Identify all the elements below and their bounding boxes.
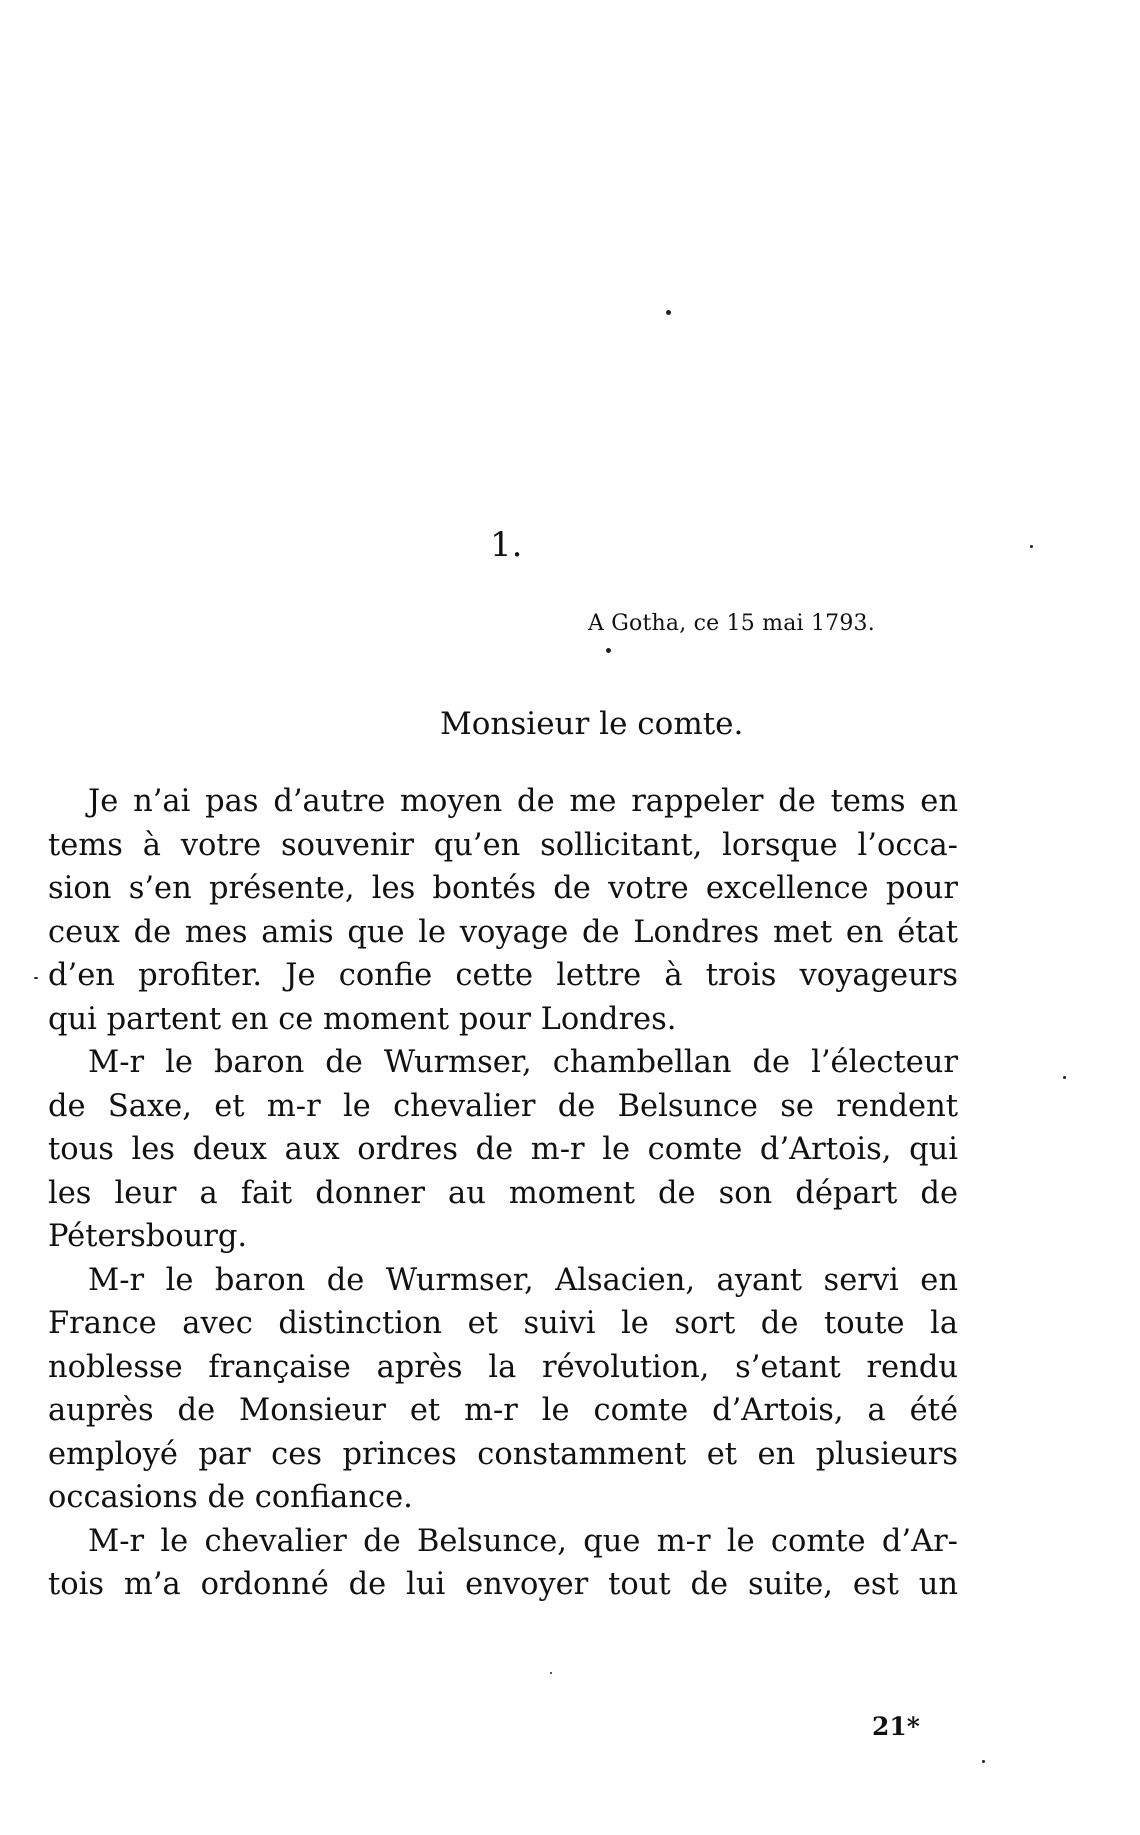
letter-body — [48, 780, 958, 1607]
text-line: France avec distinction et suivi le sort de toute la — [48, 1306, 958, 1341]
letter-number: 1. — [490, 525, 523, 565]
text-line: M-r le chevalier de Belsunce, que m-r le comte d’Ar- — [88, 1523, 958, 1559]
scan-speck — [1030, 545, 1033, 548]
scan-speck — [606, 648, 611, 653]
text-line: qui partent en ce moment pour Londres. — [48, 1001, 677, 1037]
text-line: les leur a fait donner au moment de son départ de — [48, 1175, 958, 1211]
text-line: tems à votre souvenir qu’en sollicitant, lorsque l’occa- — [48, 827, 958, 863]
text-line: Pétersbourg. — [48, 1219, 248, 1254]
text-line: Je n’ai pas d’autre moyen de me rappeler de tems en — [88, 784, 958, 819]
text-line: M-r le baron de Wurmser, Alsacien, ayant servi en — [88, 1262, 958, 1298]
scan-speck — [34, 977, 38, 979]
text-line: employé par ces princes constamment et en plusieurs — [48, 1436, 958, 1472]
scan-speck — [550, 1672, 552, 1674]
text-line: ceux de mes amis que le voyage de Londres met en état — [48, 914, 958, 950]
dateline: A Gotha, ce 15 mai 1793. — [588, 611, 875, 636]
scan-speck — [1063, 1076, 1066, 1079]
text-line: auprès de Monsieur et m-r le comte d’Artois, a été — [48, 1393, 958, 1428]
scan-speck — [666, 310, 671, 315]
signature-mark: 21* — [872, 1712, 920, 1741]
text-line: tous les deux aux ordres de m-r le comte d’Artois, qui — [48, 1132, 958, 1167]
text-line: d’en profiter. Je confie cette lettre à trois voyageurs — [48, 958, 958, 993]
text-line: occasions de confiance. — [48, 1480, 413, 1515]
text-line: noblesse française après la révolution, s’etant rendu — [48, 1349, 958, 1385]
text-line: sion s’en présente, les bontés de votre excellence pour — [48, 871, 958, 906]
salutation: Monsieur le comte. — [440, 706, 744, 742]
scan-speck — [982, 1760, 985, 1763]
text-line: de Saxe, et m-r le chevalier de Belsunce se rendent — [48, 1088, 958, 1124]
text-line: M-r le baron de Wurmser, chambellan de l’électeur — [88, 1045, 958, 1080]
text-line: tois m’a ordonné de lui envoyer tout de suite, est un — [48, 1567, 958, 1602]
